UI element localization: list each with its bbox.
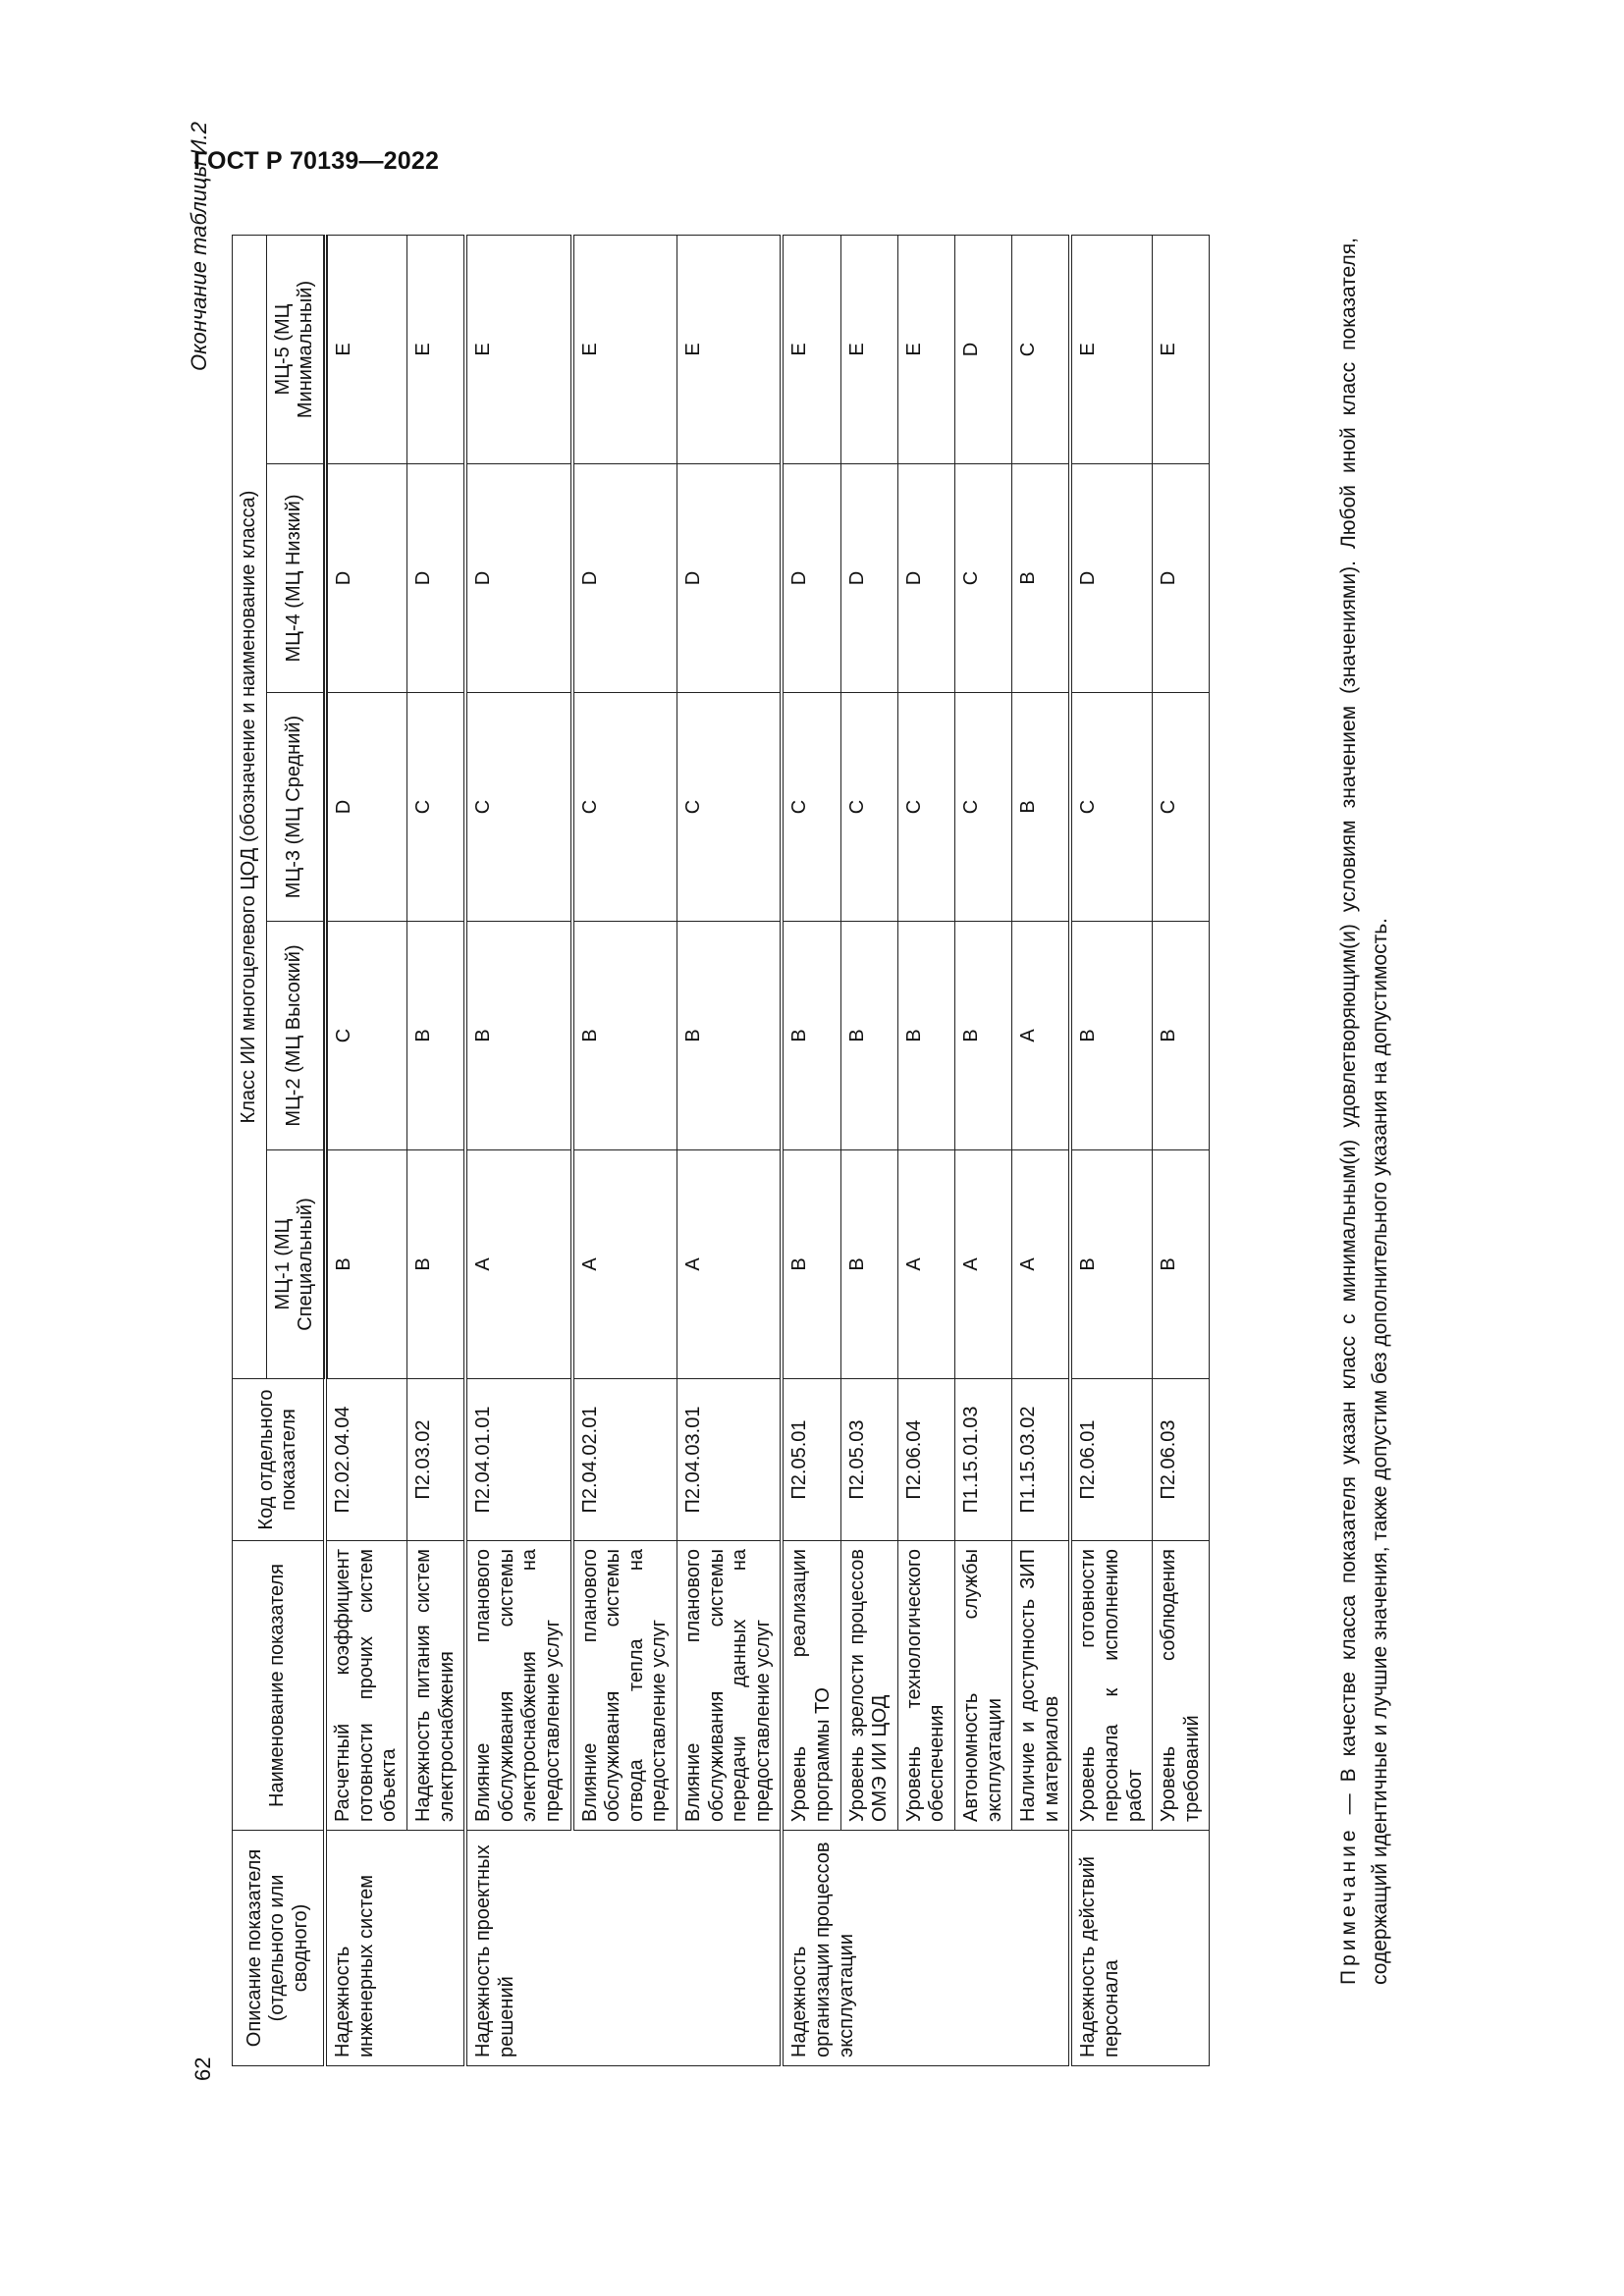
class-value: A	[954, 1150, 1011, 1379]
class-value: B	[840, 922, 897, 1150]
indicator-name: Влияние планового обслуживания системы отвода тепла на предоставление услуг	[572, 1541, 677, 1831]
class-value: A	[677, 1150, 783, 1379]
table-container	[232, 236, 1210, 2066]
class-value: B	[1153, 1150, 1210, 1379]
class-value: C	[1012, 236, 1071, 464]
indicator-name: Уровень соблюдения требований	[1153, 1541, 1210, 1831]
class-value: B	[1070, 1150, 1152, 1379]
class-value: B	[407, 1150, 466, 1379]
class-value: B	[897, 922, 954, 1150]
class-value: E	[897, 236, 954, 464]
class-value: C	[840, 693, 897, 922]
class-value: C	[407, 693, 466, 922]
group-description: Надежность организации процессов эксплуатации	[782, 1831, 1070, 2066]
indicator-code: П2.04.02.01	[572, 1379, 677, 1541]
indicator-code: П2.04.01.01	[465, 1379, 571, 1541]
indicator-code: П2.05.01	[782, 1379, 840, 1541]
indicator-code: П2.03.02	[407, 1379, 466, 1541]
class-value: C	[465, 693, 571, 922]
indicator-table	[232, 235, 1210, 2066]
class-value: B	[1012, 693, 1071, 922]
note-text: — В качестве класса показателя указан класс с минимальным(и) удовлетворяющим(и) условиям значением (значениями). Любой иной класс показателя, содержащий идентичные и лучшие значения, также допустим без дополнительного указания на допустимость.	[1337, 238, 1391, 1985]
class-value: B	[325, 1150, 406, 1379]
table-row	[954, 236, 1011, 2066]
class-value: B	[677, 922, 783, 1150]
note-label: Примечание	[1337, 1826, 1360, 1985]
table-row	[1153, 236, 1210, 2066]
table-row	[1070, 236, 1152, 2066]
class-value: A	[572, 1150, 677, 1379]
header-class-4: МЦ-4 (МЦ Низкий)	[266, 464, 325, 693]
class-value: C	[954, 693, 1011, 922]
table-row	[325, 236, 406, 2066]
document-header: ГОСТ Р 70139—2022	[193, 147, 440, 175]
class-value: B	[465, 922, 571, 1150]
class-value: E	[1070, 236, 1152, 464]
class-value: B	[572, 922, 677, 1150]
group-description: Надежность проектных решений	[465, 1831, 782, 2066]
class-value: E	[1153, 236, 1210, 464]
class-value: D	[407, 464, 466, 693]
class-value: D	[782, 464, 840, 693]
class-value: B	[1153, 922, 1210, 1150]
table-caption: Окончание таблицы И.2	[187, 122, 211, 371]
class-value: B	[782, 922, 840, 1150]
class-value: D	[954, 236, 1011, 464]
class-value: D	[1153, 464, 1210, 693]
header-class-group: Класс ИИ многоцелевого ЦОД (обозначение и наименование класса)	[233, 236, 267, 1379]
class-value: B	[840, 1150, 897, 1379]
class-value: D	[677, 464, 783, 693]
class-value: B	[954, 922, 1011, 1150]
header-class-5: МЦ-5 (МЦ Минимальный)	[266, 236, 325, 464]
indicator-name: Уровень готовности персонала к исполнению работ	[1070, 1541, 1152, 1831]
class-value: E	[325, 236, 406, 464]
table-row	[677, 236, 783, 2066]
class-value: E	[840, 236, 897, 464]
class-value: C	[954, 464, 1011, 693]
class-value: B	[407, 922, 466, 1150]
indicator-name: Уровень зрелости процессов ОМЭ ИИ ЦОД	[840, 1541, 897, 1831]
indicator-code: П2.06.04	[897, 1379, 954, 1541]
table-row	[840, 236, 897, 2066]
indicator-name: Надежность питания систем электроснабжения	[407, 1541, 466, 1831]
indicator-name: Влияние планового обслуживания системы передачи данных на предоставление услуг	[677, 1541, 783, 1831]
indicator-code: П2.06.01	[1070, 1379, 1152, 1541]
class-value: D	[325, 693, 406, 922]
indicator-name: Уровень реализации программы ТО	[782, 1541, 840, 1831]
table-row	[782, 236, 840, 2066]
class-value: C	[677, 693, 783, 922]
indicator-code: П2.05.03	[840, 1379, 897, 1541]
indicator-code: П2.06.03	[1153, 1379, 1210, 1541]
header-class-3: МЦ-3 (МЦ Средний)	[266, 693, 325, 922]
table-row	[407, 236, 466, 2066]
indicator-code: П2.02.04.04	[325, 1379, 406, 1541]
class-value: C	[325, 922, 406, 1150]
class-value: B	[1012, 464, 1071, 693]
group-description: Надежность действий персонала	[1070, 1831, 1209, 2066]
class-value: D	[572, 464, 677, 693]
header-class-2: МЦ-2 (МЦ Высокий)	[266, 922, 325, 1150]
class-value: A	[1012, 1150, 1071, 1379]
header-description: Описание показателя (отдельного или сводного)	[233, 1831, 326, 2066]
indicator-name: Наличие и доступность ЗИП и материалов	[1012, 1541, 1071, 1831]
class-value: C	[1153, 693, 1210, 922]
indicator-name: Уровень технологического обеспечения	[897, 1541, 954, 1831]
class-value: A	[1012, 922, 1071, 1150]
table-row	[465, 236, 571, 2066]
class-value: D	[325, 464, 406, 693]
header-class-1: МЦ-1 (МЦ Специальный)	[266, 1150, 325, 1379]
class-value: A	[897, 1150, 954, 1379]
indicator-code: П1.15.03.02	[1012, 1379, 1071, 1541]
class-value: E	[677, 236, 783, 464]
indicator-name: Расчетный коэффициент готовности прочих систем объекта	[325, 1541, 406, 1831]
class-value: C	[1070, 693, 1152, 922]
class-value: C	[782, 693, 840, 922]
indicator-code: П1.15.01.03	[954, 1379, 1011, 1541]
indicator-code: П2.04.03.01	[677, 1379, 783, 1541]
class-value: A	[465, 1150, 571, 1379]
class-value: D	[465, 464, 571, 693]
table-row	[897, 236, 954, 2066]
header-name: Наименование показателя	[233, 1541, 326, 1831]
indicator-name: Автономность службы эксплуатации	[954, 1541, 1011, 1831]
class-value: D	[1070, 464, 1152, 693]
group-description: Надежность инженерных систем	[325, 1831, 465, 2066]
header-code: Код отдельного показателя	[233, 1379, 326, 1541]
indicator-name: Влияние планового обслуживания системы электроснабжения на предоставление услуг	[465, 1541, 571, 1831]
class-value: C	[572, 693, 677, 922]
class-value: E	[407, 236, 466, 464]
table-row	[572, 236, 677, 2066]
class-value: E	[572, 236, 677, 464]
page-number: 62	[190, 2056, 215, 2081]
class-value: B	[1070, 922, 1152, 1150]
table-note	[1333, 238, 1395, 1985]
table-row	[1012, 236, 1071, 2066]
class-value: C	[897, 693, 954, 922]
class-value: B	[782, 1150, 840, 1379]
class-value: D	[840, 464, 897, 693]
class-value: D	[897, 464, 954, 693]
class-value: E	[782, 236, 840, 464]
class-value: E	[465, 236, 571, 464]
